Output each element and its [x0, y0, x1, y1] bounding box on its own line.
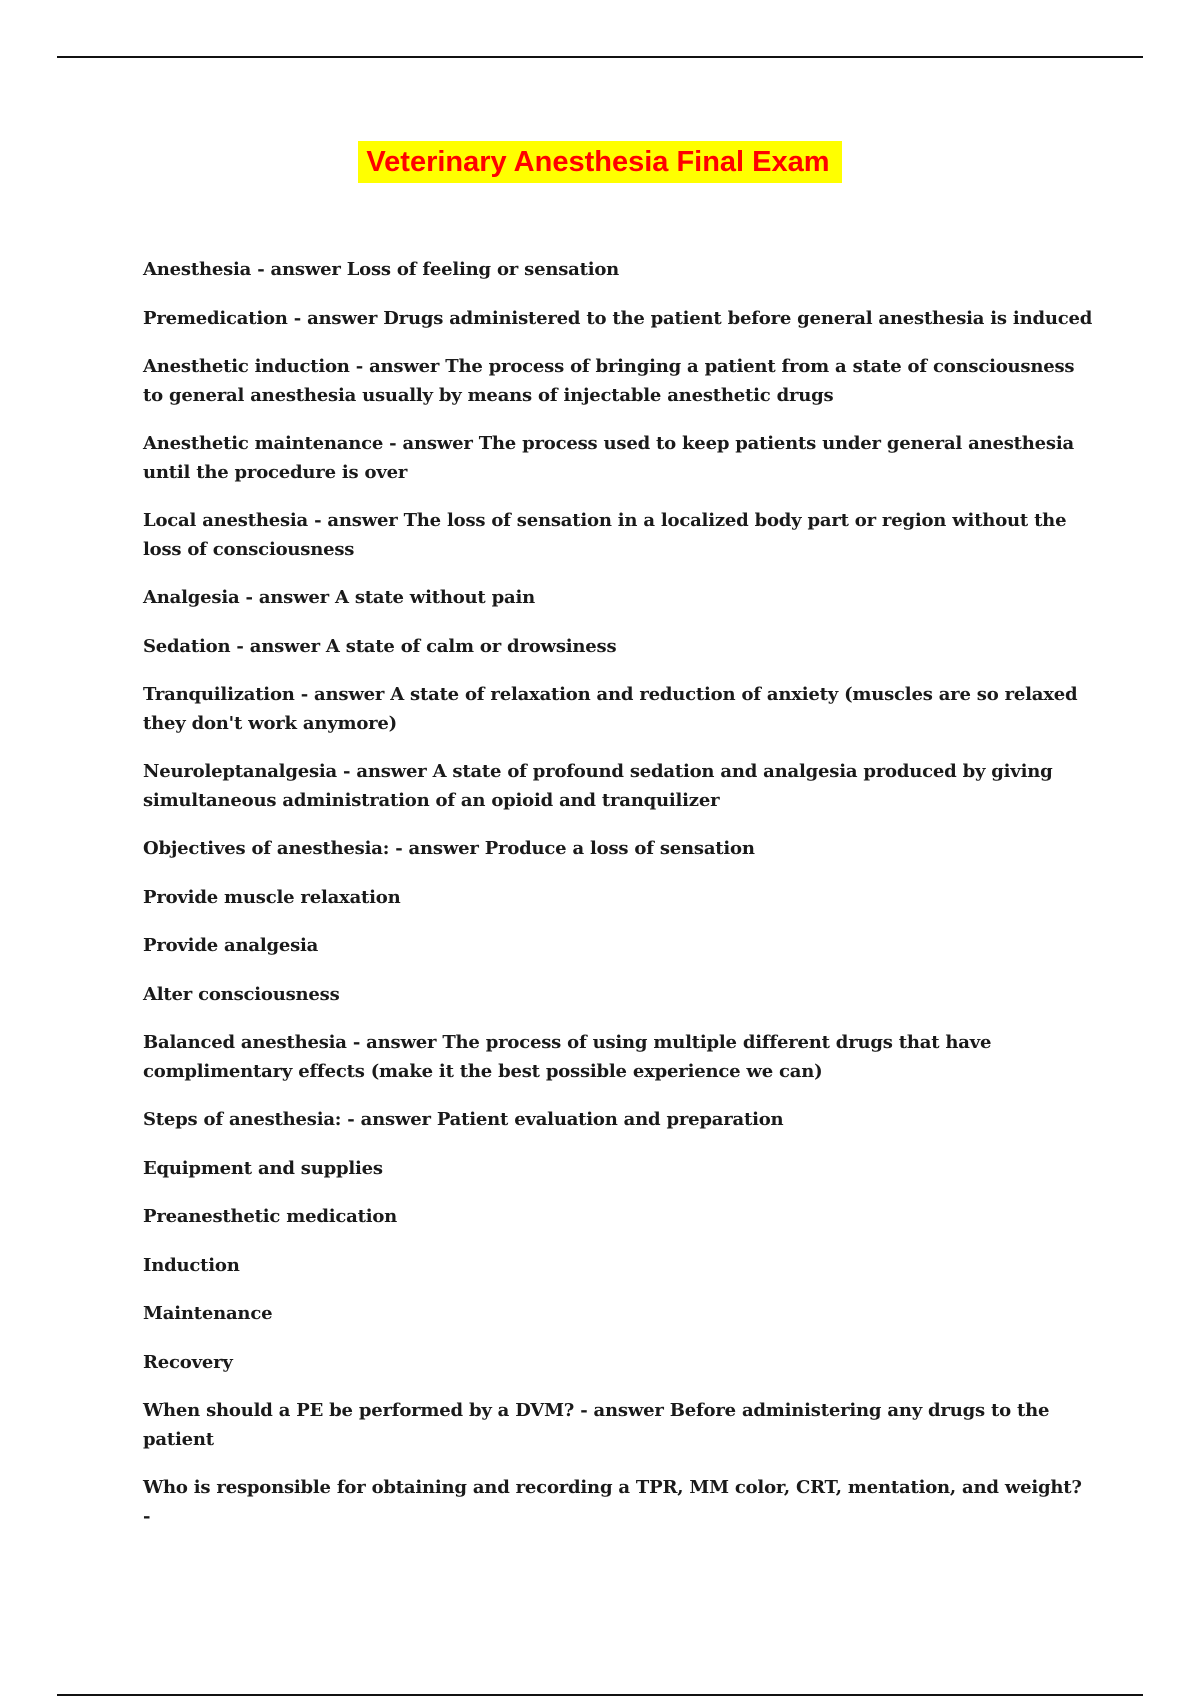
qa-entry: Local anesthesia - answer The loss of sensation in a localized body part or region without the loss of consciousness: [143, 510, 1067, 560]
qa-entry: Recovery: [143, 1351, 233, 1373]
title-container: [0, 141, 1200, 183]
qa-entry: Neuroleptanalgesia - answer A state of profound sedation and analgesia produced by giving simultaneous administration of an opioid and tranquilizer: [143, 761, 1053, 811]
qa-entry: Preanesthetic medication: [143, 1206, 398, 1227]
qa-entry: Objectives of anesthesia: - answer Produce a loss of sensation: [143, 838, 755, 859]
qa-entry: Premedication - answer Drugs administered to the patient before general anesthesia is induced: [143, 307, 1093, 329]
qa-entry: Sedation - answer A state of calm or drowsiness: [143, 635, 617, 657]
qa-entry: Anesthesia - answer Loss of feeling or sensation: [143, 259, 620, 280]
qa-entry: When should a PE be performed by a DVM? - answer Before administering any drugs to the patient: [143, 1400, 1050, 1450]
qa-entry: Anesthetic induction - answer The process of bringing a patient from a state of consciousness to general anesthesia usually by means of injectable anesthetic drugs: [143, 356, 1075, 406]
qa-entry: Steps of anesthesia: - answer Patient evaluation and preparation: [143, 1109, 784, 1130]
document-title: Veterinary Anesthesia Final Exam: [358, 141, 841, 183]
qa-entry: Who is responsible for obtaining and recording a TPR, MM color, CRT, mentation, and weight? -: [143, 1477, 1082, 1527]
qa-entry: Provide muscle relaxation: [143, 886, 401, 908]
qa-entry: Tranquilization - answer A state of relaxation and reduction of anxiety (muscles are so relaxed they don't work anymore): [143, 684, 1078, 734]
qa-entry: Provide analgesia: [143, 935, 319, 956]
qa-entry: Induction: [143, 1254, 240, 1276]
qa-entry: Anesthetic maintenance - answer The process used to keep patients under general anesthesia until the procedure is over: [143, 433, 1074, 483]
document-body: [143, 256, 1093, 1551]
header-divider: [57, 56, 1143, 58]
qa-entry: Equipment and supplies: [143, 1157, 383, 1179]
qa-entry: Balanced anesthesia - answer The process of using multiple different drugs that have complimentary effects (make it the best possible experience we can): [143, 1032, 992, 1082]
qa-entry: Maintenance: [143, 1303, 273, 1324]
qa-entry: Analgesia - answer A state without pain: [143, 587, 535, 608]
qa-entry: Alter consciousness: [143, 983, 340, 1005]
footer-divider: [57, 1694, 1143, 1696]
